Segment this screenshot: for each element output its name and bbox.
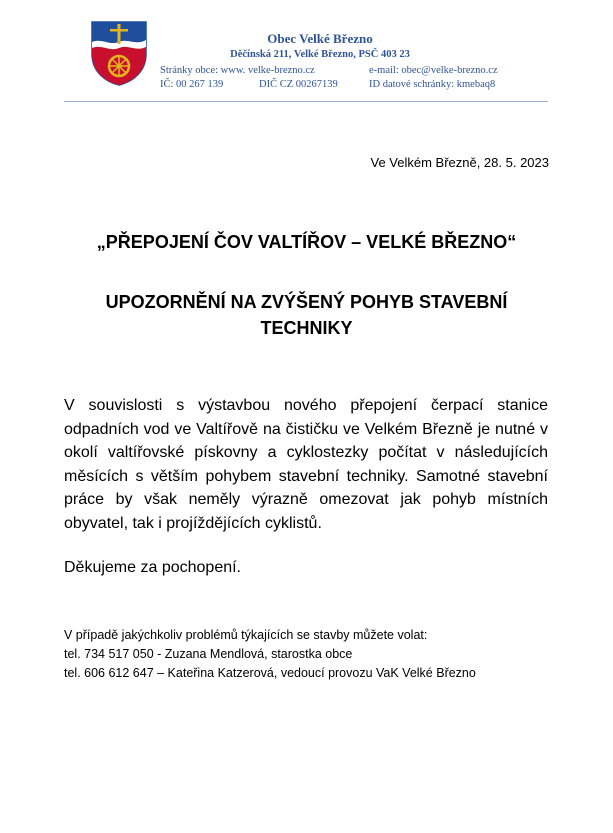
body-paragraph: V souvislosti s výstavbou nového přepojení čerpací stanice odpadních vod ve Valtířově na čističku ve Velkém Březně je nutné v okolí valtířovské pískovny a cyklostezky počítat v následujících měsících s větším pohybem stavební techniky. Samotné stavební práce by však neměly výrazně omezovat jak pohyb místních obyvatel, tak i projíždějících cyklistů. <box>64 397 548 532</box>
dic-number: DIČ CZ 00267139 <box>259 79 338 90</box>
databox-id: ID datové schránky: kmebaq8 <box>369 79 496 90</box>
title-line-2: UPOZORNĚNÍ NA ZVÝŠENÝ POHYB STAVEBNÍ <box>105 292 508 312</box>
org-name: Obec Velké Březno <box>267 31 373 46</box>
title-line-3: TECHNIKY <box>260 318 353 338</box>
date-line: Ve Velkém Březně, 28. 5. 2023 <box>370 155 549 170</box>
thanks-line: Děkujeme za pochopení. <box>64 559 241 576</box>
ic-number: IČ: 00 267 139 <box>160 79 224 90</box>
coat-of-arms-icon <box>90 20 148 86</box>
contact-line-1: tel. 734 517 050 - Zuzana Mendlová, starostka obce <box>64 647 353 661</box>
header-divider <box>64 101 548 102</box>
contact-intro: V případě jakýchkoliv problémů týkajících se stavby můžete volat: <box>64 628 428 642</box>
title-line-1: „PŘEPOJENÍ ČOV VALTÍŘOV – VELKÉ BŘEZNO“ <box>96 232 517 252</box>
org-address: Děčínská 211, Velké Březno, PSČ 403 23 <box>230 49 410 60</box>
website-link[interactable]: Stránky obce: www. velke-brezno.cz <box>160 65 315 76</box>
email-link[interactable]: e-mail: obec@velke-brezno.cz <box>369 65 498 76</box>
contact-line-2: tel. 606 612 647 – Kateřina Katzerová, vedoucí provozu VaK Velké Březno <box>64 666 476 680</box>
